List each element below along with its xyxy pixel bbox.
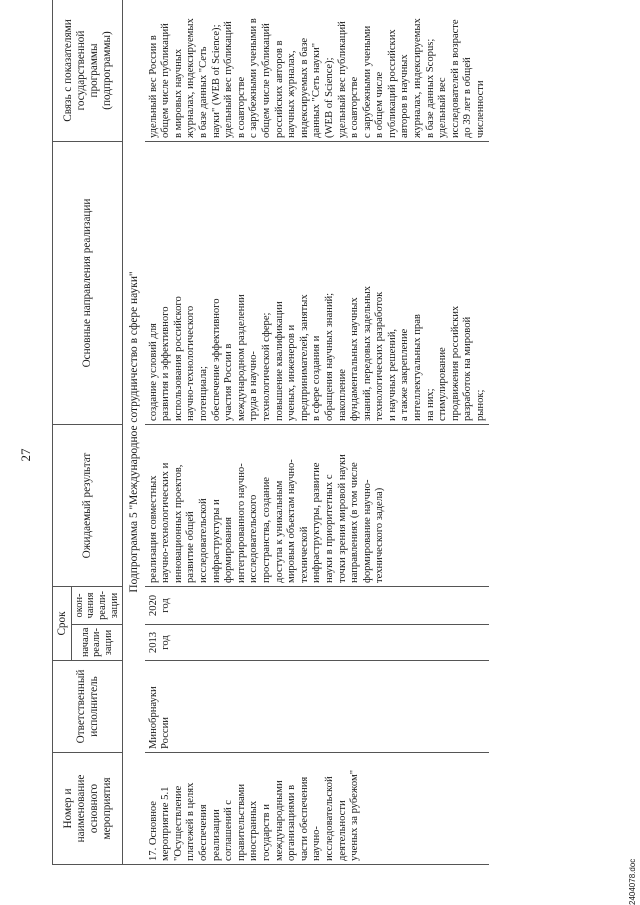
- cell-number-name: 17. Основное мероприятие 5.1 "Осуществление платежей в целях обеспечения реализации соглашений с правительствами иностранных государств и международными организациями в части обеспечения научно- исследовательской деятельности ученых за рубежом": [145, 753, 489, 865]
- cell-indicators: удельный вес России в общем числе публикаций в мировых научных журналах, индексируемых в базе данных "Сеть науки" (WEB of Science); удельный вес публикаций в соавторстве с зарубежными учеными в общем числе публикаций российских авторов в научных журналах, индексируемых в базе данных "Сеть науки" (WEB of Science); удельный вес публикаций в соавторстве с зарубежными учеными в общем числе публикаций российских авторов в научных журналах, индексируемых в базе данных Scopus; удельный вес исследователей в возрасте до 39 лет в общей численности: [145, 0, 489, 142]
- header-result: Ожидаемый результат: [53, 425, 123, 587]
- table-row: [145, 0, 489, 865]
- header-directions: Основные направления реализации: [53, 142, 123, 425]
- header-executor: Ответственный исполнитель: [53, 661, 123, 753]
- header-term: Срок: [53, 587, 72, 661]
- cell-directions: создание условий для развития и эффективного использования российского научно-технологического потенциала; обеспечение эффективного участия России в международном разделении труда в научно- технологической сфере; повышение квалификации ученых, инженеров и предпринимателей, занятых в сфере создания и обращения научных знаний; накопление фундаментальных научных знаний, передовых задельных технологических разработок и научных решений, а также закрепление интеллектуальных прав на них; стимулирование продвижения российских разработок на мировой рынок;: [145, 142, 489, 425]
- header-indicators: Связь с показателями государственной программы (подпрограммы): [53, 0, 123, 142]
- header-term-start: начала реали-зации: [72, 625, 123, 661]
- cell-term-start: 2013 год: [145, 625, 489, 661]
- measures-table: [52, 0, 489, 865]
- cell-executor: Минобрнауки России: [145, 661, 489, 753]
- cell-result: реализация совместных научно-технологических и инновационных проектов, развитие общей исследовательской инфраструктуры и формирования интегрированного научно- исследовательского пространства, создание доступа к уникальным мировым объектам научно- технической инфраструктуры, развитие науки в приоритетных с точки зрения мировой науки направлениях (в том числе формирование научно- технического задела): [145, 425, 489, 587]
- header-term-end: окон-чания реали-зации: [72, 587, 123, 625]
- footer-file-code: 2404078.doc: [628, 858, 637, 905]
- page-number: 27: [18, 448, 33, 462]
- header-number-name: Номер и наименование основного мероприятия: [53, 753, 123, 865]
- cell-term-end: 2020 год: [145, 587, 489, 625]
- subprogram-title: Подпрограмма 5 "Международное сотрудничество в сфере науки": [123, 0, 145, 865]
